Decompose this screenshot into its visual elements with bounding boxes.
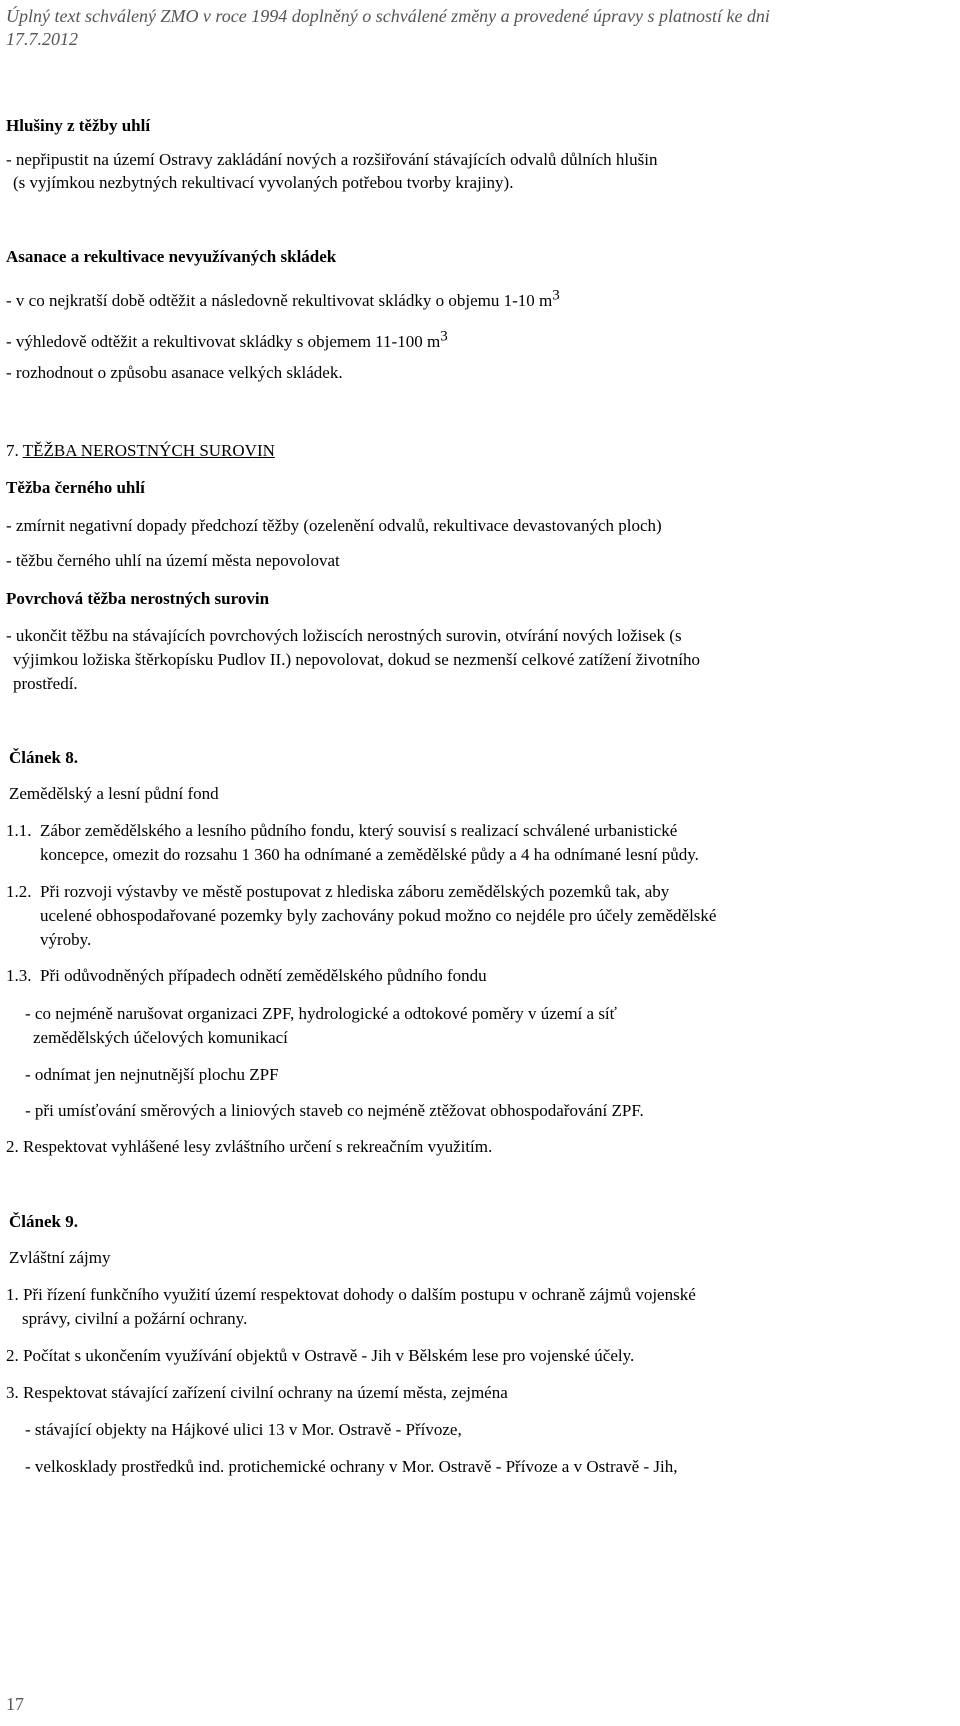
- article-8-subheading: Zemědělský a lesní půdní fond: [9, 784, 219, 803]
- article-9-paragraph-3: 3. Respektovat stávající zařízení civilní ochrany na území města, zejména: [6, 1383, 508, 1402]
- paragraph-1-2-line-1: Při rozvoji výstavby ve městě postupovat z hlediska záboru zemědělských pozemků tak, aby: [40, 882, 670, 901]
- article-9-heading: Článek 9.: [9, 1212, 78, 1231]
- chapter-number: 7.: [6, 441, 23, 460]
- paragraph-1-1-line-1: Zábor zemědělského a lesního půdního fondu, který souvisí s realizací schválené urbanistické: [40, 821, 678, 840]
- article-8-paragraph-2: 2. Respektovat vyhlášené lesy zvláštního určení s rekreačním využitím.: [6, 1137, 493, 1156]
- civil-defense-item-1: - stávající objekty na Hájkové ulici 13 v Mor. Ostravě - Přívoze,: [25, 1420, 462, 1439]
- paragraph-1-3-number: 1.3.: [6, 966, 32, 985]
- article-8-heading: Článek 8.: [9, 748, 78, 767]
- article-9-paragraph-1-line-1: 1. Při řízení funkčního využití území respektovat dohody o dalším postupu v ochraně zájmů vojenské: [6, 1285, 696, 1304]
- superscript-3: 3: [440, 328, 448, 345]
- hlusiny-line-2: (s vyjímkou nezbytných rekultivací vyvolaných potřebou tvorby krajiny).: [13, 173, 514, 192]
- zpf-item-3: - při umísťování směrových a liniových staveb co nejméně ztěžovat obhospodařování ZPF.: [25, 1101, 644, 1120]
- page-number: 17: [6, 1694, 24, 1714]
- paragraph-1-2-number: 1.2.: [6, 882, 32, 901]
- article-9-subheading: Zvláštní zájmy: [9, 1248, 111, 1267]
- section-heading-asanace: Asanace a rekultivace nevyužívaných skládek: [6, 247, 337, 266]
- asanace-item-3: - rozhodnout o způsobu asanace velkých skládek.: [6, 363, 343, 382]
- asanace-item-2-text: - výhledově odtěžit a rekultivovat skládky s objemem 11-100 m: [6, 332, 441, 351]
- hlusiny-line-1: - nepřipustit na území Ostravy zakládání nových a rozšiřování stávajících odvalů důlních hlušin: [6, 150, 658, 169]
- cerne-uhli-item-1: - zmírnit negativní dopady předchozí těžby (ozelenění odvalů, rekultivace devastovaných ploch): [6, 516, 662, 535]
- asanace-item-2: [6, 328, 448, 352]
- article-9-paragraph-1-line-2: správy, civilní a požární ochrany.: [22, 1309, 248, 1328]
- paragraph-1-1-line-2: koncepce, omezit do rozsahu 1 360 ha odnímané a zemědělské půdy a 4 ha odnímané lesní půdy.: [40, 845, 699, 864]
- subheading-cerne-uhli: Těžba černého uhlí: [6, 478, 145, 497]
- povrchova-tezba-line-2: výjimkou ložiska štěrkopísku Pudlov II.) nepovolovat, dokud se nezmenší celkové zatížení životního: [13, 650, 700, 669]
- section-heading-hlusiny: Hlušiny z těžby uhlí: [6, 116, 151, 135]
- povrchova-tezba-line-1: - ukončit těžbu na stávajících povrchových ložiscích nerostných surovin, otvírání nových ložisek (s: [6, 626, 682, 645]
- chapter-title: TĚŽBA NEROSTNÝCH SUROVIN: [22, 441, 275, 460]
- document-header-date: 17.7.2012: [6, 29, 78, 49]
- paragraph-1-2-line-2: ucelené obhospodařované pozemky byly zachovány pokud možno co nejdéle pro účely zemědělské: [40, 906, 717, 925]
- povrchova-tezba-line-3: prostředí.: [13, 674, 78, 693]
- paragraph-1-3-line-1: Při odůvodněných případech odnětí zemědělského půdního fondu: [40, 966, 487, 985]
- paragraph-1-1-number: 1.1.: [6, 821, 32, 840]
- superscript-3: 3: [552, 287, 560, 304]
- cerne-uhli-item-2: - těžbu černého uhlí na území města nepovolovat: [6, 551, 340, 570]
- subheading-povrchova-tezba: Povrchová těžba nerostných surovin: [6, 589, 270, 608]
- civil-defense-item-2: - velkosklady prostředků ind. protichemické ochrany v Mor. Ostravě - Přívoze a v Ostravě - Jih,: [25, 1457, 678, 1476]
- asanace-item-1: [6, 287, 560, 311]
- document-header-line-1: Úplný text schválený ZMO v roce 1994 doplněný o schválené změny a provedené úpravy s platností ke dni: [6, 6, 770, 26]
- zpf-item-1-line-2: zemědělských účelových komunikací: [33, 1028, 288, 1047]
- paragraph-1-2-line-3: výroby.: [40, 930, 92, 949]
- chapter-heading-tezba: [6, 441, 275, 461]
- zpf-item-2: - odnímat jen nejnutnější plochu ZPF: [25, 1065, 279, 1084]
- article-9-paragraph-2: 2. Počítat s ukončením využívání objektů v Ostravě - Jih v Bělském lese pro vojenské účely.: [6, 1346, 635, 1365]
- zpf-item-1-line-1: - co nejméně narušovat organizaci ZPF, hydrologické a odtokové poměry v území a síť: [25, 1004, 617, 1023]
- asanace-item-1-text: - v co nejkratší době odtěžit a následovně rekultivovat skládky o objemu 1-10 m: [6, 291, 553, 310]
